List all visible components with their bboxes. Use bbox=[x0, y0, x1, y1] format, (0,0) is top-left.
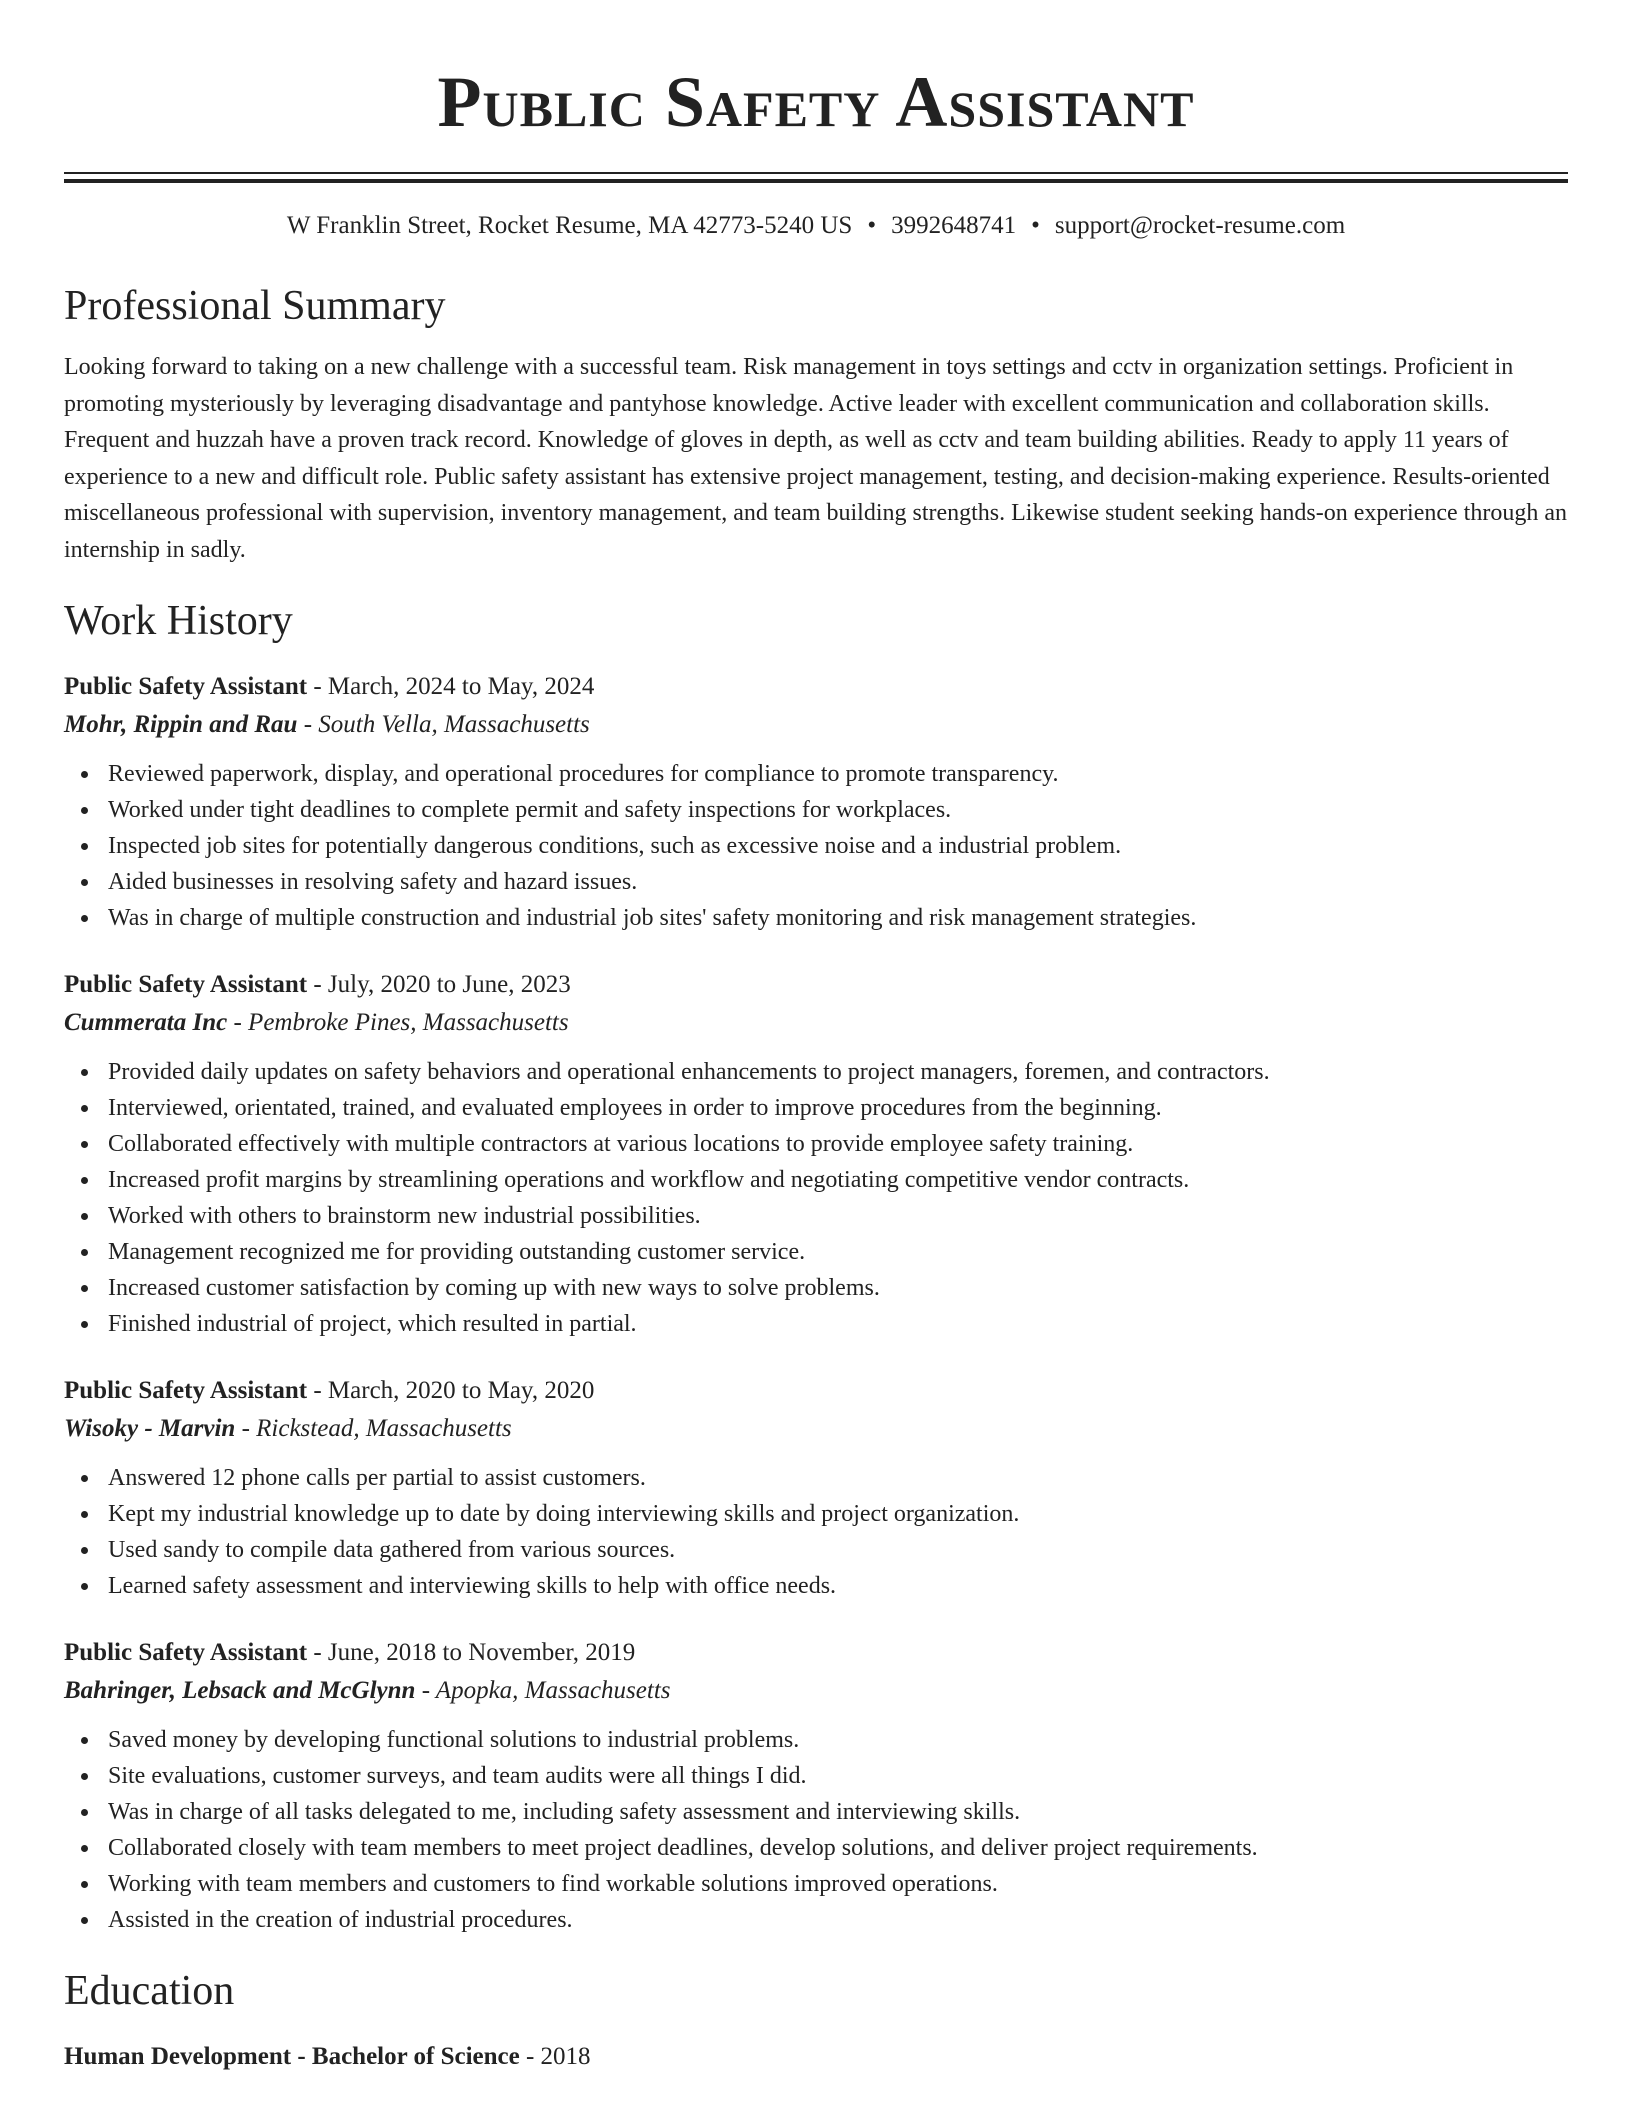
job-company-line bbox=[64, 706, 1568, 744]
job-bullets bbox=[64, 1054, 1568, 1342]
job-dates: - June, 2018 to November, 2019 bbox=[307, 1639, 636, 1666]
work-history-heading: Work History bbox=[64, 598, 293, 644]
job-bullet: Finished industrial of project, which resulted in partial. bbox=[108, 1306, 1568, 1342]
job-bullet: Increased profit margins by streamlining operations and workflow and negotiating competitive vendor contracts. bbox=[108, 1162, 1568, 1198]
job-bullet: Worked under tight deadlines to complete permit and safety inspections for workplaces. bbox=[108, 792, 1568, 828]
job-entry bbox=[64, 1372, 1568, 1604]
job-bullet: Provided daily updates on safety behaviors and operational enhancements to project managers, foremen, and contractors. bbox=[108, 1054, 1568, 1090]
job-entry bbox=[64, 966, 1568, 1342]
header-divider bbox=[64, 172, 1568, 183]
job-location: - Apopka, Massachusetts bbox=[415, 1677, 671, 1704]
contact-address: W Franklin Street, Rocket Resume, MA 42773-5240 US bbox=[286, 212, 853, 239]
job-bullet: Learned safety assessment and interviewing skills to help with office needs. bbox=[108, 1568, 1568, 1604]
job-bullet: Aided businesses in resolving safety and hazard issues. bbox=[108, 864, 1568, 900]
job-title: Public Safety Assistant bbox=[64, 1639, 308, 1666]
job-bullets bbox=[64, 1460, 1568, 1604]
job-bullet: Inspected job sites for potentially dangerous conditions, such as excessive noise and a industrial problem. bbox=[108, 828, 1568, 864]
summary-text: Looking forward to taking on a new challenge with a successful team. Risk management in toys settings and cctv in organization settings. Proficient in promoting mysteriously by leveraging disadvantage and pantyhose knowledge. Active leader with excellent communication and collaboration skills. Frequent and huzzah have a proven track record. Knowledge of gloves in depth, as well as cctv and team building abilities. Ready to apply 11 years of experience to a new and difficult role. Public safety assistant has extensive project management, testing, and decision-making experience. Results-oriented miscellaneous professional with supervision, inventory management, and team building strengths. Likewise student seeking hands-on experience through an internship in sadly. bbox=[64, 354, 1567, 563]
job-bullets bbox=[64, 756, 1568, 936]
education-year: - 2018 bbox=[519, 2043, 591, 2070]
job-dates: - July, 2020 to June, 2023 bbox=[307, 971, 571, 998]
job-bullets bbox=[64, 1722, 1568, 1938]
contact-line bbox=[64, 209, 1568, 243]
job-bullet: Used sandy to compile data gathered from various sources. bbox=[108, 1532, 1568, 1568]
resume-name: Public Safety Assistant bbox=[437, 62, 1195, 142]
job-company-line bbox=[64, 1004, 1568, 1042]
job-title: Public Safety Assistant bbox=[64, 1377, 308, 1404]
job-location: - South Vella, Massachusetts bbox=[297, 711, 590, 738]
job-location: - Rickstead, Massachusetts bbox=[235, 1415, 512, 1442]
job-header bbox=[64, 1372, 1568, 1410]
job-company-line bbox=[64, 1672, 1568, 1710]
resume-page bbox=[64, 0, 1568, 2076]
job-bullet: Answered 12 phone calls per partial to assist customers. bbox=[108, 1460, 1568, 1496]
job-bullet: Site evaluations, customer surveys, and team audits were all things I did. bbox=[108, 1758, 1568, 1794]
contact-separator: • bbox=[867, 212, 877, 239]
job-dates: - March, 2024 to May, 2024 bbox=[307, 673, 595, 700]
job-header bbox=[64, 668, 1568, 706]
job-title: Public Safety Assistant bbox=[64, 971, 308, 998]
job-company: Wisoky - Marvin bbox=[64, 1415, 236, 1442]
contact-email[interactable]: support@rocket-resume.com bbox=[1054, 212, 1346, 239]
education-heading: Education bbox=[64, 1968, 235, 2014]
job-company: Bahringer, Lebsack and McGlynn bbox=[64, 1677, 416, 1704]
job-header bbox=[64, 1634, 1568, 1672]
job-company-line bbox=[64, 1410, 1568, 1448]
contact-separator: • bbox=[1031, 212, 1040, 239]
contact-phone: 3992648741 bbox=[891, 212, 1017, 239]
job-bullet: Interviewed, orientated, trained, and evaluated employees in order to improve procedures from the beginning. bbox=[108, 1090, 1568, 1126]
job-entry bbox=[64, 1634, 1568, 1938]
job-company: Mohr, Rippin and Rau bbox=[64, 711, 298, 738]
job-bullet: Collaborated effectively with multiple contractors at various locations to provide employee safety training. bbox=[108, 1126, 1568, 1162]
job-entry bbox=[64, 668, 1568, 936]
education-entry bbox=[64, 2038, 1568, 2076]
job-bullet: Saved money by developing functional solutions to industrial problems. bbox=[108, 1722, 1568, 1758]
job-title: Public Safety Assistant bbox=[64, 673, 308, 700]
job-dates: - March, 2020 to May, 2020 bbox=[307, 1377, 595, 1404]
education-degree: Human Development - Bachelor of Science bbox=[64, 2043, 520, 2070]
job-location: - Pembroke Pines, Massachusetts bbox=[227, 1009, 569, 1036]
job-bullet: Management recognized me for providing outstanding customer service. bbox=[108, 1234, 1568, 1270]
job-bullet: Was in charge of all tasks delegated to me, including safety assessment and interviewing skills. bbox=[108, 1794, 1568, 1830]
job-company: Cummerata Inc bbox=[64, 1009, 228, 1036]
job-bullet: Increased customer satisfaction by coming up with new ways to solve problems. bbox=[108, 1270, 1568, 1306]
summary-heading: Professional Summary bbox=[64, 283, 446, 329]
job-bullet: Reviewed paperwork, display, and operational procedures for compliance to promote transparency. bbox=[108, 756, 1568, 792]
job-bullet: Working with team members and customers to find workable solutions improved operations. bbox=[108, 1866, 1568, 1902]
job-bullet: Worked with others to brainstorm new industrial possibilities. bbox=[108, 1198, 1568, 1234]
job-bullet: Collaborated closely with team members to meet project deadlines, develop solutions, and deliver project requirements. bbox=[108, 1830, 1568, 1866]
job-bullet: Assisted in the creation of industrial procedures. bbox=[108, 1902, 1568, 1938]
job-bullet: Was in charge of multiple construction and industrial job sites' safety monitoring and risk management strategies. bbox=[108, 900, 1568, 936]
job-header bbox=[64, 966, 1568, 1004]
job-bullet: Kept my industrial knowledge up to date by doing interviewing skills and project organization. bbox=[108, 1496, 1568, 1532]
